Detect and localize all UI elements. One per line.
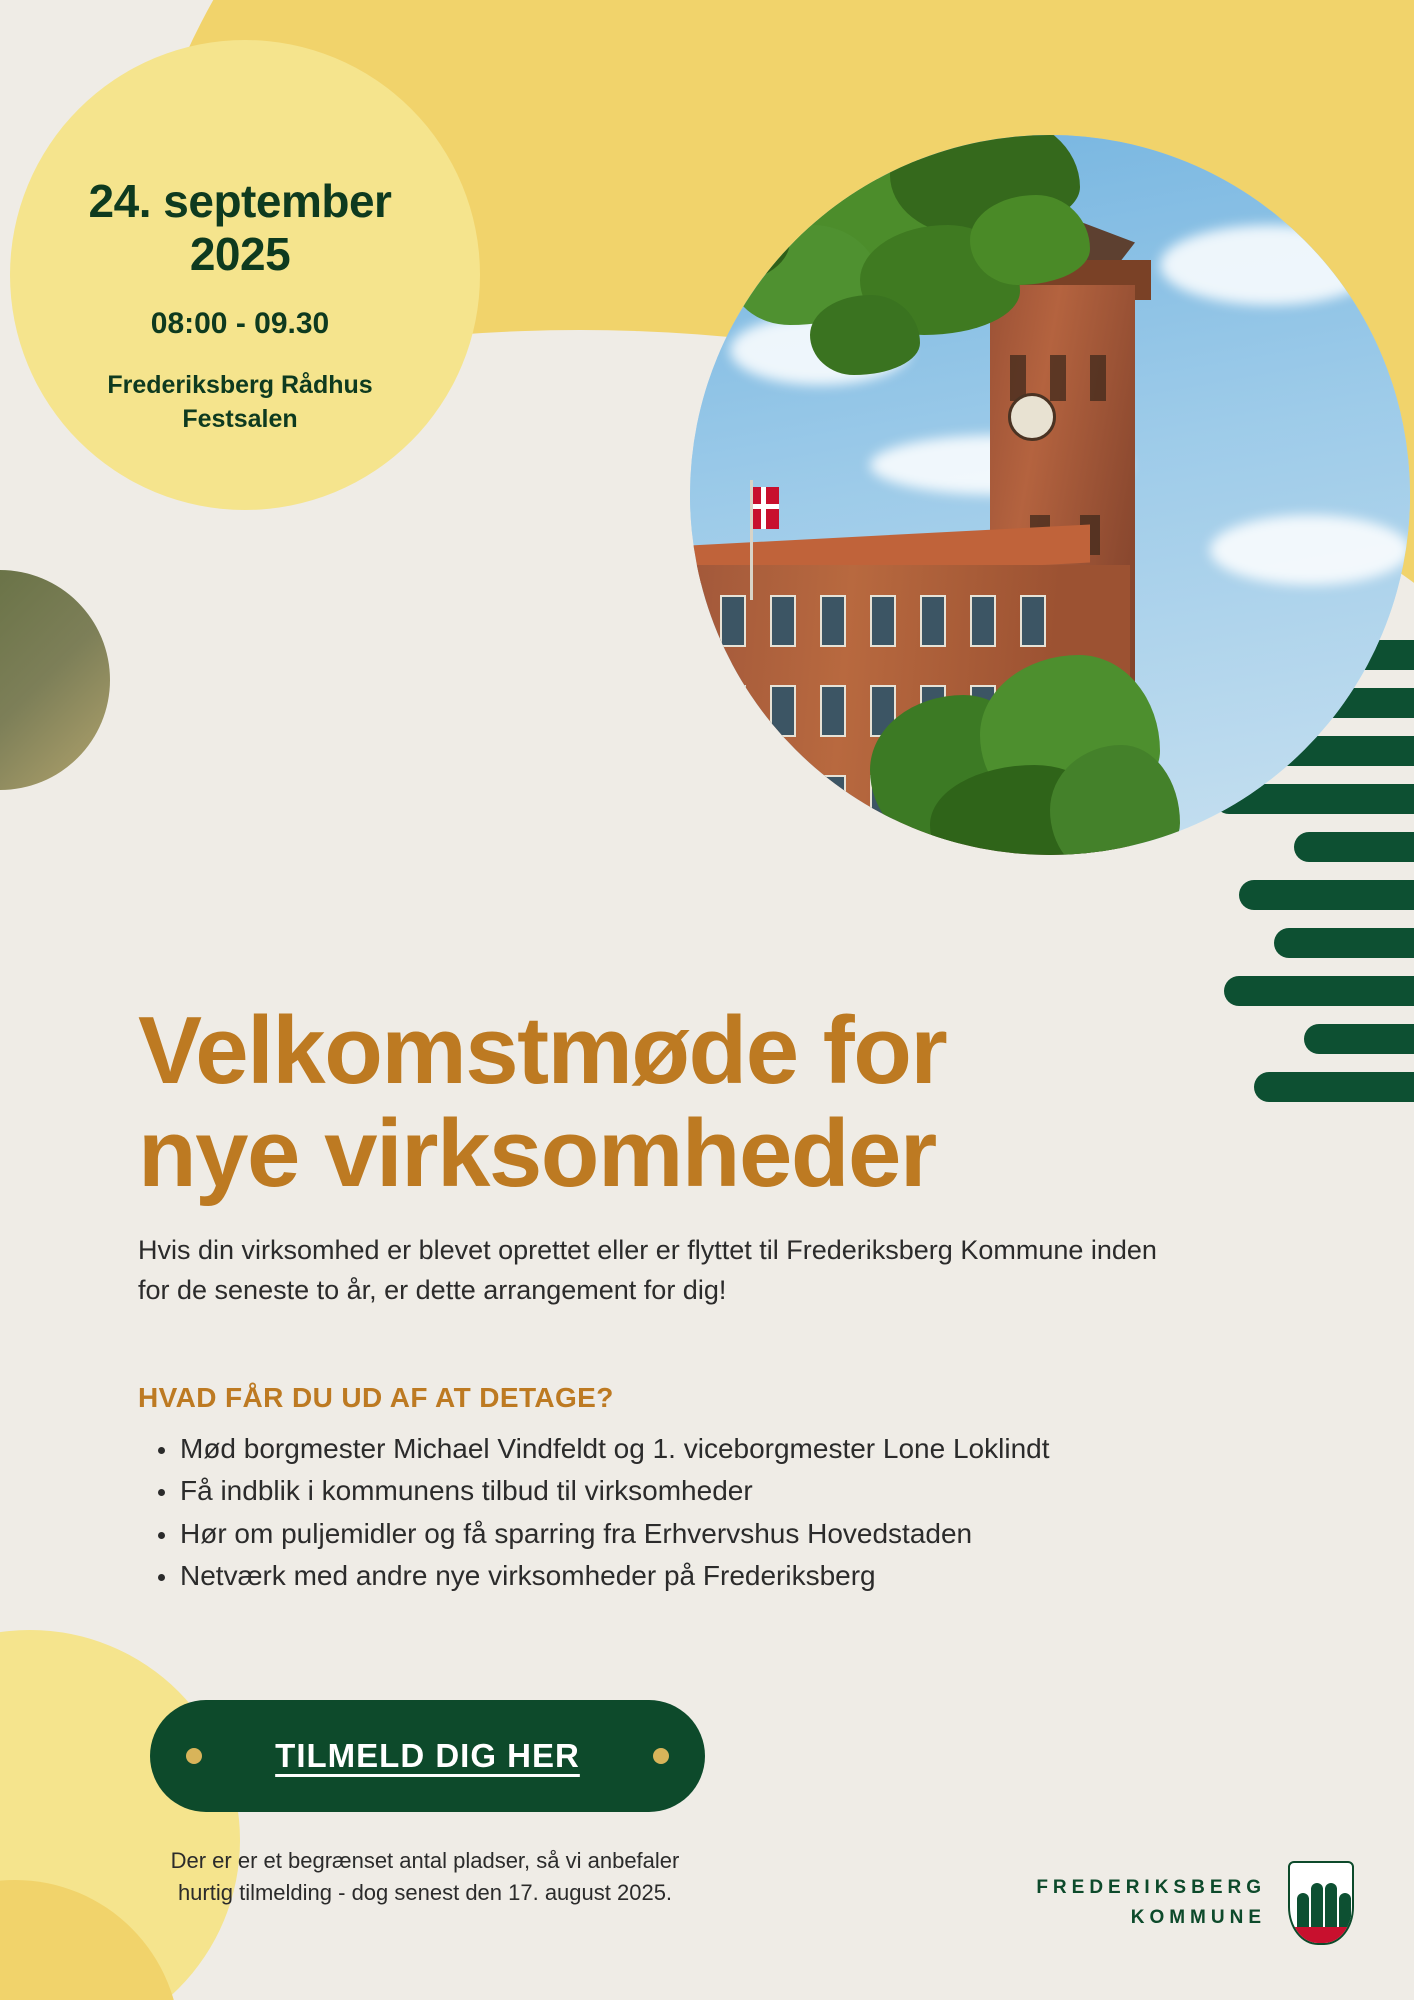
event-details [30,175,450,436]
benefits-list [138,1428,1278,1598]
event-time: 08:00 - 09.30 [150,306,330,340]
signup-button-label: TILMELD DIG HER [275,1737,580,1774]
photo-danish-flag [753,487,779,529]
venue-photo [690,135,1410,855]
coat-of-arms-icon [1288,1861,1354,1945]
intro-paragraph: Hvis din virksomhed er blevet oprettet eller er flyttet til Frederiksberg Kommune inden for de seneste to år, er dette arrangement for dig! [138,1235,1157,1305]
list-item: Mød borgmester Michael Vindfeldt og 1. viceborgmester Lone Loklindt [180,1428,1278,1471]
municipality-logo [1036,1861,1354,1945]
benefits-heading: HVAD FÅR DU UD AF AT DETAGE? [138,1381,614,1413]
headline-line-1: Velkomstmøde for [138,997,947,1104]
logo-line-1: FREDERIKSBERG [1036,1876,1266,1898]
list-item: Hør om puljemidler og få sparring fra Erhvervshus Hovedstaden [180,1513,1278,1556]
logo-line-2: KOMMUNE [1130,1907,1266,1928]
dot-icon-right [653,1748,669,1764]
photo-tree [870,655,1170,855]
list-item: Få indblik i kommunens tilbud til virksomheder [180,1470,1278,1513]
page-title [138,997,1278,1207]
event-year: 2025 [189,227,291,280]
photo-foliage [690,135,1090,445]
event-date: 24. september [88,175,392,227]
signup-note-line-2: hurtig tilmelding - dog senest den 17. august 2025. [177,1879,673,1905]
signup-note-line-1: Der er er et begrænset antal pladser, så vi anbefaler [170,1848,680,1873]
event-room: Festsalen [182,404,298,433]
dot-icon-left [186,1748,202,1764]
coat-of-arms-base [1290,1927,1352,1943]
headline-line-2: nye virksomheder [138,1099,936,1207]
event-venue: Frederiksberg Rådhus [107,370,373,399]
signup-button[interactable] [150,1700,705,1812]
signup-note [145,1845,705,1909]
list-item: Netværk med andre nye virksomheder på Frederiksberg [180,1555,1278,1598]
main-content [138,997,1278,1598]
